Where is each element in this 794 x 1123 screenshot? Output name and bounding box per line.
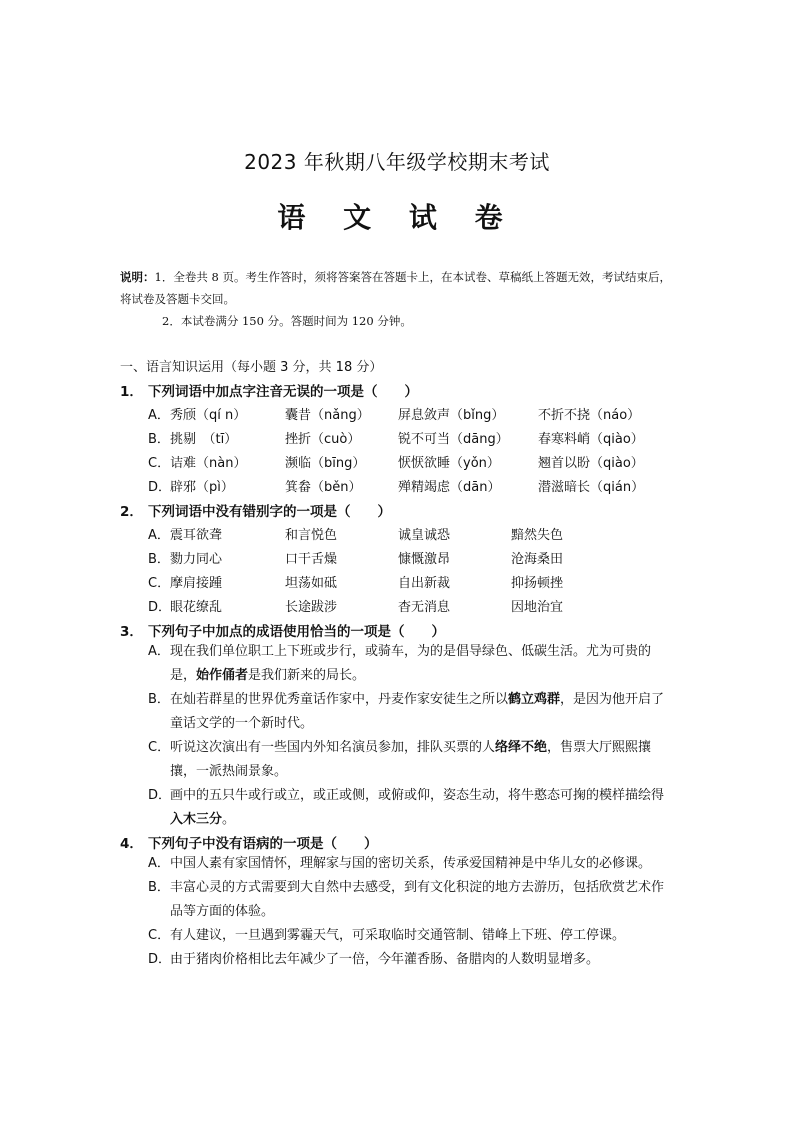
option-label: C． xyxy=(148,456,171,471)
option-word: 勠力同心 xyxy=(170,552,223,567)
option-label: B． xyxy=(148,552,170,567)
q1-option-b xyxy=(148,428,688,447)
option-text: ，是因为他开启了童话文学的一个新时代。 xyxy=(170,692,665,731)
q1-option-d xyxy=(148,476,688,495)
option-word: 因地治宜 xyxy=(511,600,564,615)
option-label: D． xyxy=(148,480,172,495)
option-word: 挑剔 （tī） xyxy=(170,432,238,447)
q3-option-c xyxy=(148,736,676,784)
option-word: 潜滋暗长（qián） xyxy=(538,480,645,495)
option-word: 坦荡如砥 xyxy=(285,576,338,591)
question-3 xyxy=(120,620,680,640)
q1-option-a xyxy=(148,404,688,423)
q2-option-c xyxy=(148,572,688,591)
option-word: 秀颀（qí n） xyxy=(170,408,247,423)
highlighted-idiom: 络绎不绝 xyxy=(495,740,548,755)
option-word: 恹恹欲睡（yǒn） xyxy=(398,456,500,471)
option-label: A． xyxy=(148,408,170,423)
highlighted-idiom: 鹤立鸡群 xyxy=(508,692,561,707)
q3-option-d xyxy=(148,784,676,832)
option-label: A． xyxy=(148,644,170,659)
exam-title: 2023 年秋期八年级学校期末考试 xyxy=(244,150,550,174)
option-word: 震耳欲聋 xyxy=(170,528,223,543)
q1-option-c xyxy=(148,452,688,471)
option-text: ，售票大厅熙熙攘攘，一派热闹景象。 xyxy=(170,740,652,779)
option-word: 箕畚（běn） xyxy=(285,480,362,495)
q2-option-b xyxy=(148,548,688,567)
option-text: 。 xyxy=(222,812,236,827)
highlighted-idiom: 始作俑者 xyxy=(196,668,249,683)
option-word: 濒临（bīng） xyxy=(285,456,366,471)
option-text: 丰富心灵的方式需要到大自然中去感受，到有文化积淀的地方去游历，包括欣赏艺术作品等方面的体验。 xyxy=(170,880,665,919)
option-word: 长途跋涉 xyxy=(285,600,338,615)
option-word: 杳无消息 xyxy=(398,600,451,615)
option-word: 诘难（nàn） xyxy=(170,456,247,471)
option-label: D． xyxy=(148,600,172,615)
option-label: C． xyxy=(148,740,171,755)
question-stem: 下列词语中加点字注音无误的一项是（ ） xyxy=(148,384,418,400)
option-text: 画中的五只牛或行或立，或正或侧，或俯或仰，姿态生动，将牛憨态可掬的模样描绘得 xyxy=(170,788,665,803)
option-label: B． xyxy=(148,692,170,707)
question-1 xyxy=(120,380,680,400)
option-word: 沧海桑田 xyxy=(511,552,564,567)
q4-option-b xyxy=(148,876,676,924)
option-text: 是我们新来的局长。 xyxy=(248,668,366,683)
option-label: B． xyxy=(148,880,170,895)
option-word: 辟邪（pì） xyxy=(170,480,234,495)
option-text: 现在我们单位职工上下班或步行，或骑车，为的是倡导绿色、低碳生活。尤为可贵的是， xyxy=(170,644,652,683)
option-text: 听说这次演出有一些国内外知名演员参加，排队买票的人 xyxy=(170,740,496,755)
option-word: 诚皇诚恐 xyxy=(398,528,451,543)
option-text: 中国人素有家国情怀，理解家与国的密切关系，传承爱国精神是中华儿女的必修课。 xyxy=(170,856,652,871)
question-number: 4． xyxy=(120,836,143,852)
exam-subtitle: 语 文 试 卷 xyxy=(277,201,517,234)
option-label: D． xyxy=(148,788,172,803)
option-label: A． xyxy=(148,856,170,871)
question-4 xyxy=(120,832,680,852)
instructions xyxy=(120,266,680,332)
question-number: 2． xyxy=(120,504,143,520)
option-word: 口干舌燥 xyxy=(285,552,338,567)
q2-option-a xyxy=(148,524,688,543)
option-text: 在灿若群星的世界优秀童话作家中，丹麦作家安徒生之所以 xyxy=(170,692,509,707)
instruction-2: 2．本试卷满分 150 分。答题时间为 120 分钟。 xyxy=(162,314,412,328)
option-word: 不折不挠（náo） xyxy=(538,408,641,423)
section-heading: 一、语言知识运用（每小题 3 分，共 18 分） xyxy=(120,360,383,375)
question-number: 3． xyxy=(120,624,143,640)
option-word: 翘首以盼（qiào） xyxy=(538,456,644,471)
option-label: C． xyxy=(148,928,171,943)
q4-option-a xyxy=(148,852,676,876)
q3-option-b xyxy=(148,688,676,736)
option-word: 黯然失色 xyxy=(511,528,564,543)
option-word: 摩肩接踵 xyxy=(170,576,223,591)
instructions-lead: 说明： xyxy=(120,270,155,284)
option-word: 锐不可当（dāng） xyxy=(398,432,509,447)
q2-option-d xyxy=(148,596,688,615)
option-word: 屏息敛声（bǐng） xyxy=(398,408,505,423)
instruction-1: 1．全卷共 8 页。考生作答时，须将答案答在答题卡上，在本试卷、草稿纸上答题无效，考试结束后，将试卷及答题卡交回。 xyxy=(120,270,671,306)
option-word: 和言悦色 xyxy=(285,528,338,543)
question-stem: 下列句子中加点的成语使用恰当的一项是（ ） xyxy=(148,624,445,640)
option-text: 由于猪肉价格相比去年减少了一倍，今年灌香肠、备腊肉的人数明显增多。 xyxy=(170,952,600,967)
question-stem: 下列词语中没有错别字的一项是（ ） xyxy=(148,504,391,520)
option-word: 抑扬顿挫 xyxy=(511,576,564,591)
option-word: 殚精竭虑（dān） xyxy=(398,480,501,495)
highlighted-idiom: 入木三分 xyxy=(170,812,223,827)
q4-option-c xyxy=(148,924,676,948)
question-stem: 下列句子中没有语病的一项是（ ） xyxy=(148,836,378,852)
option-label: C． xyxy=(148,576,171,591)
option-word: 挫折（cuò） xyxy=(285,432,361,447)
q4-option-d xyxy=(148,948,676,972)
question-2 xyxy=(120,500,680,520)
option-label: D． xyxy=(148,952,172,967)
q3-option-a xyxy=(148,640,676,688)
question-number: 1． xyxy=(120,384,143,400)
option-word: 囊昔（nǎng） xyxy=(285,408,370,423)
option-word: 春寒料峭（qiào） xyxy=(538,432,644,447)
option-text: 有人建议，一旦遇到雾霾天气，可采取临时交通管制、错峰上下班、停工停课。 xyxy=(170,928,626,943)
option-word: 眼花缭乱 xyxy=(170,600,223,615)
option-label: A． xyxy=(148,528,170,543)
option-label: B． xyxy=(148,432,170,447)
option-word: 慷慨激昂 xyxy=(398,552,451,567)
option-word: 自出新裁 xyxy=(398,576,451,591)
